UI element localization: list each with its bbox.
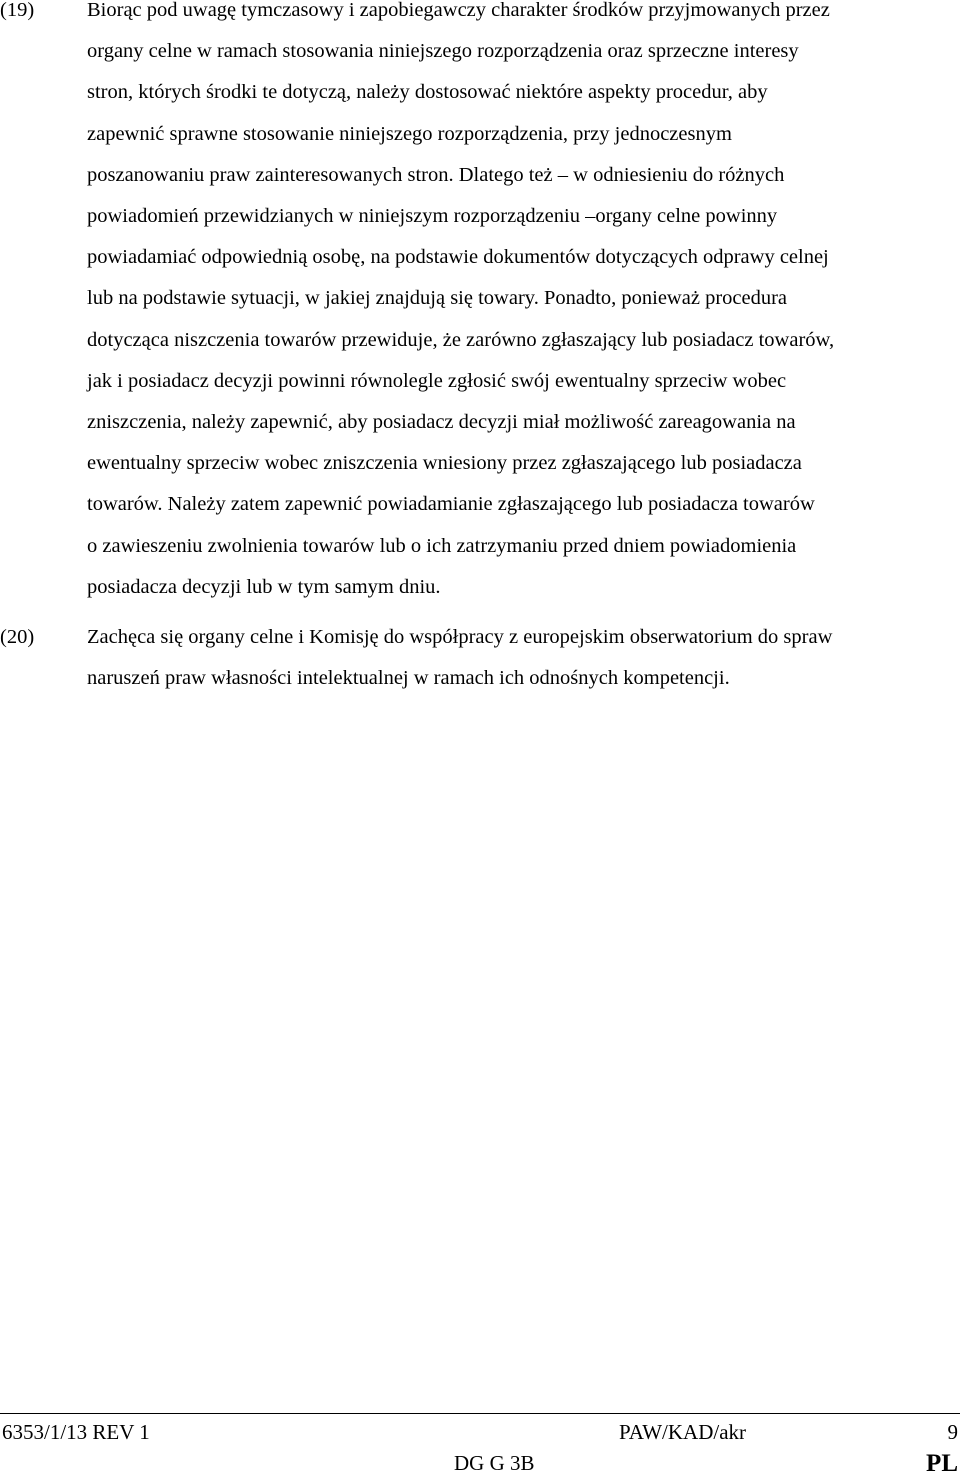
text-line: naruszeń praw własności intelektualnej w ramach ich odnośnych kompetencji.	[87, 667, 730, 690]
text-line: Zachęca się organy celne i Komisję do współpracy z europejskim obserwatorium do spraw	[87, 626, 833, 648]
text-line: Biorąc pod uwagę tymczasowy i zapobiegawczy charakter środków przyjmowanych przez	[87, 0, 830, 21]
text-line: dotycząca niszczenia towarów przewiduje, że zarówno zgłaszający lub posiadacz towarów,	[87, 328, 835, 351]
text-line: lub na podstawie sytuacji, w jakiej znajdują się towary. Ponadto, ponieważ procedura	[87, 287, 788, 310]
text-line: powiadamiać odpowiednią osobę, na podstawie dokumentów dotyczących odprawy celnej	[87, 246, 829, 269]
recital-number: (19)	[0, 0, 35, 21]
directorate-reference: DG G 3B	[454, 1451, 535, 1475]
recital-text	[87, 0, 959, 608]
text-line: powiadomień przewidzianych w niniejszym rozporządzeniu –organy celne powinny	[87, 205, 778, 228]
text-line: organy celne w ramach stosowania niniejszego rozporządzenia oraz sprzeczne interesy	[87, 40, 799, 63]
text-line: posiadacza decyzji lub w tym samym dniu.	[87, 575, 441, 598]
text-line: stron, których środki te dotyczą, należy dostosować niektóre aspekty procedur, aby	[87, 81, 768, 104]
text-line: jak i posiadacz decyzji powinni równolegle zgłosić swój ewentualny sprzeciw wobec	[87, 369, 787, 392]
footer-divider	[0, 1413, 960, 1414]
text-line: ewentualny sprzeciw wobec zniszczenia wniesiony przez zgłaszającego lub posiadacza	[87, 452, 802, 475]
recital-text	[87, 617, 959, 699]
text-line: zniszczenia, należy zapewnić, aby posiadacz decyzji miał możliwość zareagowania na	[87, 411, 796, 434]
text-line: poszanowaniu praw zainteresowanych stron. Dlatego też – w odniesieniu do różnych	[87, 163, 785, 186]
text-line: zapewnić sprawne stosowanie niniejszego rozporządzenia, przy jednoczesnym	[87, 122, 732, 145]
page-number: 9	[947, 1420, 958, 1444]
recital-number: (20)	[0, 626, 35, 648]
author-reference: PAW/KAD/akr	[619, 1420, 747, 1444]
text-line: towarów. Należy zatem zapewnić powiadamianie zgłaszającego lub posiadacza towarów	[87, 493, 815, 516]
text-line: o zawieszeniu zwolnienia towarów lub o ich zatrzymaniu przed dniem powiadomienia	[87, 534, 797, 557]
language-code: PL	[926, 1450, 958, 1477]
document-reference: 6353/1/13 REV 1	[2, 1420, 150, 1444]
